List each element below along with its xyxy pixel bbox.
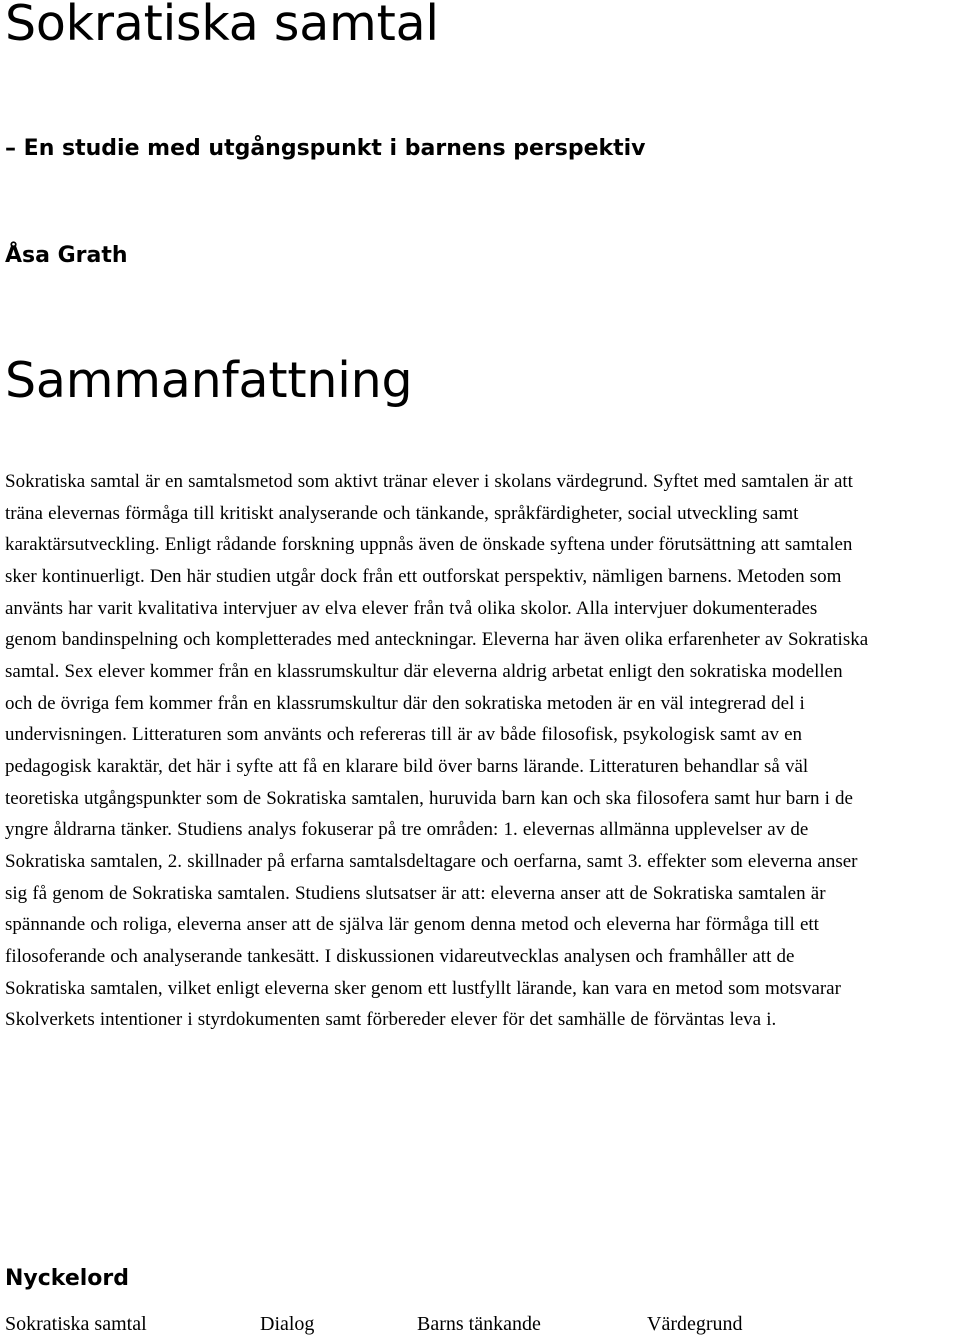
abstract-line: pedagogisk karaktär, det här i syfte att få en klarare bild över barns lärande. Litteraturen behandlar så väl	[5, 755, 809, 777]
abstract-line: karaktärsutveckling. Enligt rådande forskning uppnås även de önskade syftena under förutsättning att samtalen	[5, 534, 853, 556]
abstract-line: samtal. Sex elever kommer från en klassrumskultur där eleverna aldrig arbetat enligt den sokratiska modellen	[5, 660, 843, 682]
abstract-line: sig få genom de Sokratiska samtalen. Studiens slutsatser är att: eleverna anser att de Sokratiska samtalen är	[5, 882, 826, 904]
abstract-line: och de övriga fem kommer från en klassrumskultur där den sokratiska metoden är en väl integrerad del i	[5, 692, 805, 714]
abstract-line: genom bandinspelning och kompletterades med anteckningar. Eleverna har även olika erfarenheter av Sokratiska	[5, 629, 869, 651]
abstract-line: Sokratiska samtalen, 2. skillnader på erfarna samtalsdeltagare och oerfarna, samt 3. effekter som eleverna anser	[5, 850, 858, 872]
document-title: Sokratiska samtal	[5, 0, 439, 52]
abstract-line: teoretiska utgångspunkter som de Sokratiska samtalen, huruvida barn kan och ska filosofera samt hur barn i de	[5, 787, 853, 809]
abstract-line: använts har varit kvalitativa intervjuer av elva elever från två olika skolor. Alla intervjuer dokumenterades	[5, 597, 818, 619]
keywords-heading: Nyckelord	[5, 1266, 130, 1291]
abstract-heading: Sammanfattning	[5, 352, 413, 409]
abstract-body	[5, 466, 960, 1036]
abstract-line: yngre åldrarna tänker. Studiens analys fokuserar på tre områden: 1. elevernas allmänna upplevelser av de	[5, 819, 809, 841]
abstract-line: Skolverkets intentioner i styrdokumenten samt förbereder elever för det samhälle de förväntas leva i.	[5, 1009, 777, 1031]
author-name: Åsa Grath	[5, 243, 128, 268]
keyword-item: Barns tänkande	[417, 1313, 541, 1335]
document-subtitle: – En studie med utgångspunkt i barnens perspektiv	[5, 136, 646, 161]
abstract-line: Sokratiska samtalen, vilket enligt eleverna sker genom ett lustfyllt lärande, kan vara en metod som motsvarar	[5, 977, 841, 999]
keyword-item: Dialog	[260, 1313, 315, 1335]
abstract-line: undervisningen. Litteraturen som använts och refereras till är av både filosofisk, psykologisk samt av en	[5, 724, 803, 746]
keyword-item: Värdegrund	[647, 1313, 743, 1335]
abstract-line: Sokratiska samtal är en samtalsmetod som aktivt tränar elever i skolans värdegrund. Syftet med samtalen är att	[5, 471, 853, 492]
abstract-line: sker kontinuerligt. Den här studien utgår dock från ett outforskat perspektiv, nämligen barnens. Metoden som	[5, 565, 842, 587]
abstract-line: spännande och roliga, eleverna anser att de själva lär genom denna metod och eleverna har förmåga till ett	[5, 914, 819, 936]
abstract-line: filosoferande och analyserande tankesätt. I diskussionen vidareutvecklas analysen och framhåller att de	[5, 945, 795, 967]
keyword-item: Sokratiska samtal	[5, 1313, 147, 1335]
abstract-line: träna elevernas förmåga till kritiskt analyserande och tänkande, språkfärdigheter, social utveckling samt	[5, 502, 799, 524]
